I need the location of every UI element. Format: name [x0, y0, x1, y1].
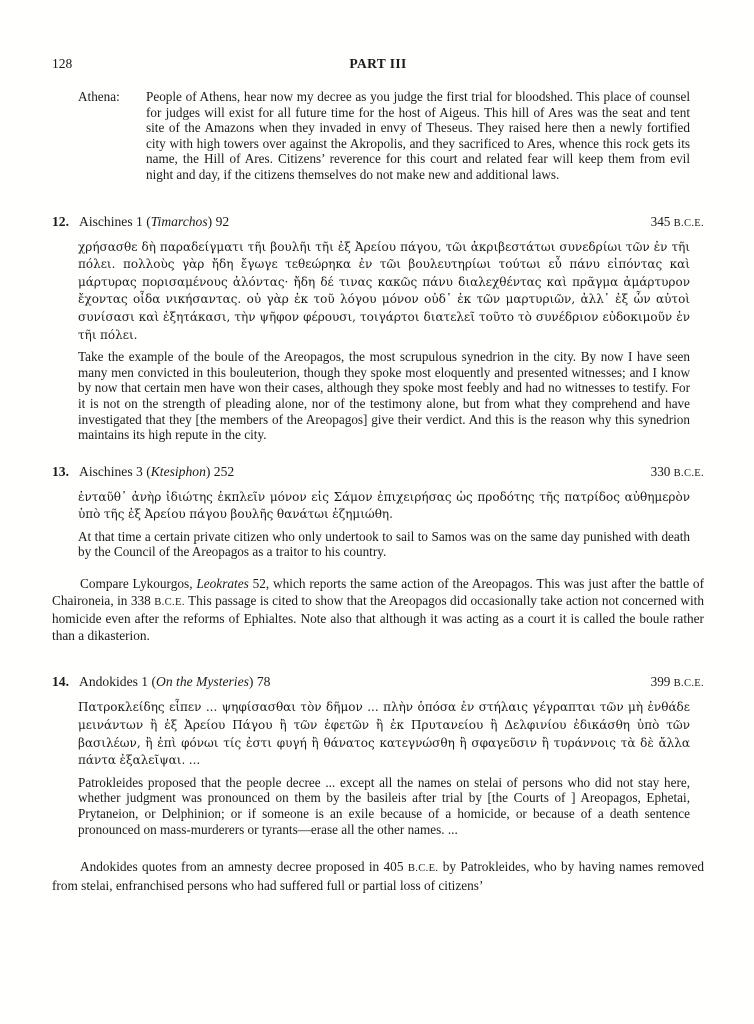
entry-13-greek-text: ἐνταῦθ᾽ ἀνὴρ ἰδιώτης ἐκπλεῖν μόνον εἰς Σάμον ἐπιχειρήσας ὡς προδότης τῆς πατρίδος αὐθημερὸν ὑπὸ τῆς ἐξ Ἀρείου πάγου βουλῆς θανάτωι ἐζημιώθη.	[78, 489, 690, 522]
entry-13-date: 330 B.C.E.	[650, 463, 704, 479]
entry-13-era: B.C.E.	[673, 467, 704, 479]
entry-14-source	[52, 674, 270, 690]
entry-12-source-title: Timarchos	[150, 213, 208, 229]
entry-14-translation: Patrokleides proposed that the people decree ... except all the names on stelai of persons who did not stay here, whether judgment was pronounced on them by the basileis after trial by [the Courts of ] Areopagos, Ephetai, Prytaneion, or Delphinion; or if someone is an exile because of a homicide, or because of a death sentence pronounced on mass-murderers or tyrants—erase all the other names. ...	[78, 774, 690, 837]
entry-12-source-pre: Aischines 1 (	[79, 213, 151, 229]
entry-12	[52, 214, 704, 443]
entry-12-quote	[78, 239, 690, 443]
entry-13-quote	[78, 489, 690, 560]
commentary-13-work-title: Leokrates	[196, 576, 249, 592]
entry-13-translation: At that time a certain private citizen who only undertook to sail to Samos was on the same day punished with death by the Council of the Areopagos as a traitor to his country.	[78, 528, 690, 560]
athena-speech-block	[52, 89, 704, 183]
commentary-13-era: B.C.E.	[154, 596, 185, 608]
entry-12-source	[52, 214, 229, 230]
entry-14-heading	[52, 674, 704, 690]
entry-14-source-title: On the Mysteries	[156, 674, 249, 690]
entry-12-heading	[52, 214, 704, 230]
entry-13-source	[52, 464, 234, 480]
entry-12-greek-text: χρήσασθε δὴ παραδείγματι τῆι βουλῆι τῆι ἐξ Ἀρείου πάγου, τῶι ἀκριβεστάτωι συνεδρίωι τῶν ἐν τῆι πόλει. πολλοὺς γὰρ ἤδη ἔγωγε τεθεώρηκα ἐν τῶι βουλευτηρίωι τούτωι εὖ πάνυ εἰπόντας καὶ μάρτυρας πορισαμένους ἁλόντας· ἤδη δέ τινας κακῶς πάνυ διαλεχθέντας καὶ πρᾶγμα ἀμάρτυρον ἔχοντας οἶδα νικήσαντας. οὐ γὰρ ἐκ τοῦ λόγου μόνον οὐδ᾽ ἐκ τῶν μαρτυριῶν, ἀλλ᾽ ἐξ ὧν αὐτοὶ συνίσασι καὶ ἐξητάκασι, τὴν ψῆφον φέρουσι, τοιγάρτοι διατελεῖ τοῦτο τὸ συνέδριον εὐδοκιμοῦν ἐν τῆι πόλει.	[78, 239, 690, 342]
entry-13-source-pre: Aischines 3 (	[79, 463, 151, 479]
entry-14-greek-text: Πατροκλείδης εἶπεν ... ψηφίσασθαι τὸν δῆμον ... πλὴν ὁπόσα ἐν στήλαις γέγραπται τῶν μὴ ἐνθάδε μεινάντων ἢ ἐξ Ἀρείου Πάγου ἢ τῶν ἐφετῶν ἢ ἐκ Πρυτανείου ἢ Δελφινίου ἐδικάσθη ὑπὸ τῶν βασιλέων, ἢ ἐπὶ φόνωι τίς ἐστι φυγή ἢ θάνατος κατεγνώσθη ἢ σφαγεῦσιν ἢ τυράννοις τὰ δὲ ἄλλα πάντα ἐξαλεῖψαι. ...	[78, 700, 690, 768]
entry-12-number: 12.	[52, 213, 69, 229]
page-number: 128	[52, 56, 73, 71]
speech-text: People of Athens, hear now my decree as you judge the first trial for bloodshed. This place of counsel for judges will exist for all future time for the host of Aigeus. This hill of Ares was the seat and tent site of the Amazons when they invaded in envy of Theseus. They raised here then a newly fortified city with high towers over against the Akropolis, and they sacrificed to Ares, whence this rock gets its name, the Hill of Ares. Citizens’ reverence for this court and related fear will keep them from evil night and day, if the citizens themselves do not make new and additional laws.	[146, 89, 690, 182]
commentary-entry-13	[52, 576, 704, 644]
commentary-14-era: B.C.E.	[407, 863, 439, 875]
entry-13-number: 13.	[52, 463, 69, 479]
speaker-label: Athena:	[78, 89, 120, 104]
entry-14-quote	[78, 699, 690, 837]
entry-12-era: B.C.E.	[673, 217, 704, 229]
entry-12-translation: Take the example of the boule of the Areopagos, the most scrupulous synedrion in the city. By now I have seen many men convicted in this bouleuterion, though they spoke most eloquently and presented witnesses; and I know by now that certain men have won their cases, although they spoke most feebly and had no witnesses to testify. For it is not on the strength of pleading alone, nor of the testimony alone, but from what they comprehend and have investigated that they [the members of the Areopagos] give their verdict. And this is the reason why this synedrion maintains its high repute in the city.	[78, 349, 690, 443]
commentary-13-text-2: 52, which reports the same action of the Areopagos. This was just after the battle of Chaironeia, in 338	[52, 576, 704, 608]
entry-14-era: B.C.E.	[673, 678, 704, 690]
commentary-14-text-1: Andokides quotes from an amnesty decree proposed in 405	[80, 859, 408, 875]
commentary-13-text-3: This passage is cited to show that the Areopagos did occasionally take action not concerned with homicide even after the reforms of Ephialtes. Note also that although it was acting as a court it is called the boule rather than a dikasterion.	[52, 592, 704, 643]
commentary-14-text-2: by Patrokleides, who by having names removed from stelai, enfranchised persons who had suffered full or partial loss of citizens’	[52, 859, 704, 893]
entry-14-date: 399 B.C.E.	[650, 674, 704, 690]
entry-12-date: 345 B.C.E.	[650, 213, 704, 229]
entry-14-number: 14.	[52, 674, 69, 690]
commentary-13-text-1: Compare Lykourgos,	[80, 576, 197, 592]
entry-14	[52, 674, 704, 837]
part-title: PART III	[349, 56, 407, 71]
entry-14-source-pre: Andokides 1 (	[79, 674, 157, 690]
running-head	[52, 56, 704, 73]
entry-13-source-post: ) 252	[205, 463, 235, 479]
entry-12-source-post: ) 92	[207, 213, 230, 229]
entry-14-source-post: ) 78	[248, 674, 271, 690]
entry-13-source-title: Ktesiphon	[150, 463, 206, 479]
entry-13-heading	[52, 464, 704, 480]
entry-13	[52, 464, 704, 560]
commentary-entry-14	[52, 859, 704, 894]
